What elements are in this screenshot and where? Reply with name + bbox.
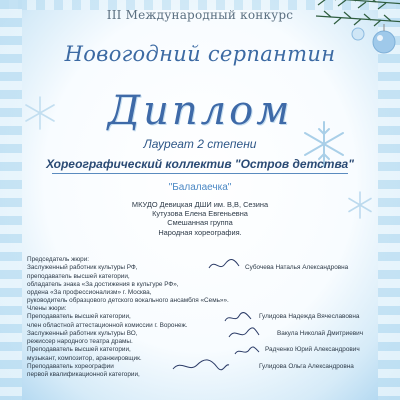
jury-members-heading: Члены жюри:	[27, 305, 67, 312]
contest-name: III Международный конкурс	[106, 8, 294, 22]
divider	[52, 173, 348, 174]
jury-member-name: Радченко Юрий Александрович	[265, 346, 360, 354]
signature	[233, 344, 261, 358]
school-name: МКУДО Девицкая ДШИ им. В,В, Сезина	[131, 200, 269, 209]
jury-chair-heading: Председатель жюри:	[27, 256, 90, 263]
jury-member-row	[27, 313, 370, 330]
credential-line: ордена «За профессионализм» г. Москва,	[27, 289, 152, 297]
signature	[223, 311, 253, 325]
credential-line: член областной аттестационной комиссии г. Воронеж.	[27, 321, 188, 329]
collective-name: Хореографический коллектив "Остров детства"	[46, 157, 354, 171]
credential-line: преподаватель высшей категории,	[27, 272, 130, 280]
credential-line: режиссер народного театра драмы.	[27, 338, 133, 346]
jury-members-block	[27, 305, 370, 380]
signature	[227, 326, 261, 342]
jury-member-row	[27, 363, 370, 380]
group-type: Смешанная группа	[167, 218, 233, 228]
jury-member-name: Гулидова Ольга Александровна	[259, 363, 354, 371]
jury-chair-row	[27, 264, 370, 305]
nomination: Народная хореография.	[158, 227, 242, 237]
jury-chair-block	[27, 256, 370, 306]
credential-line: Преподаватель хореографии	[27, 363, 114, 371]
contest-title: Новогодний серпантин	[64, 42, 336, 66]
jury-member-name: Гулидова Надежда Вячеславовна	[259, 313, 360, 321]
laureate-degree: Лауреат 2 степени	[143, 137, 257, 151]
signature	[171, 357, 231, 375]
jury-member-row	[27, 330, 370, 347]
credential-line: руководитель образцового детского вокального ансамбля «Семь»».	[27, 297, 229, 305]
credential-line: Заслуженный работник культуры ВО,	[27, 329, 138, 337]
credential-line: Преподаватель высшей категории,	[27, 313, 131, 321]
signature	[207, 256, 241, 274]
diploma-heading: Диплом	[107, 88, 293, 134]
dance-title: "Балалаечка"	[168, 182, 232, 193]
credential-line: обладатель знака «За достижения в культуре РФ»,	[27, 280, 179, 288]
jury-chair-name: Субочева Наталья Александровна	[245, 264, 349, 272]
credential-line: Заслуженный работник культуры РФ,	[27, 264, 138, 272]
credential-line: музыкант, композитор, аранжировщик.	[27, 354, 142, 362]
credential-line: Преподаватель высшей категории,	[27, 346, 131, 354]
participant-info	[0, 200, 400, 237]
jury-member-name: Вакула Николай Дмитриевич	[277, 329, 364, 337]
leader-name: Кутузова Елена Евгеньевна	[152, 209, 248, 219]
credential-line: первой квалификационной категории,	[27, 371, 140, 379]
